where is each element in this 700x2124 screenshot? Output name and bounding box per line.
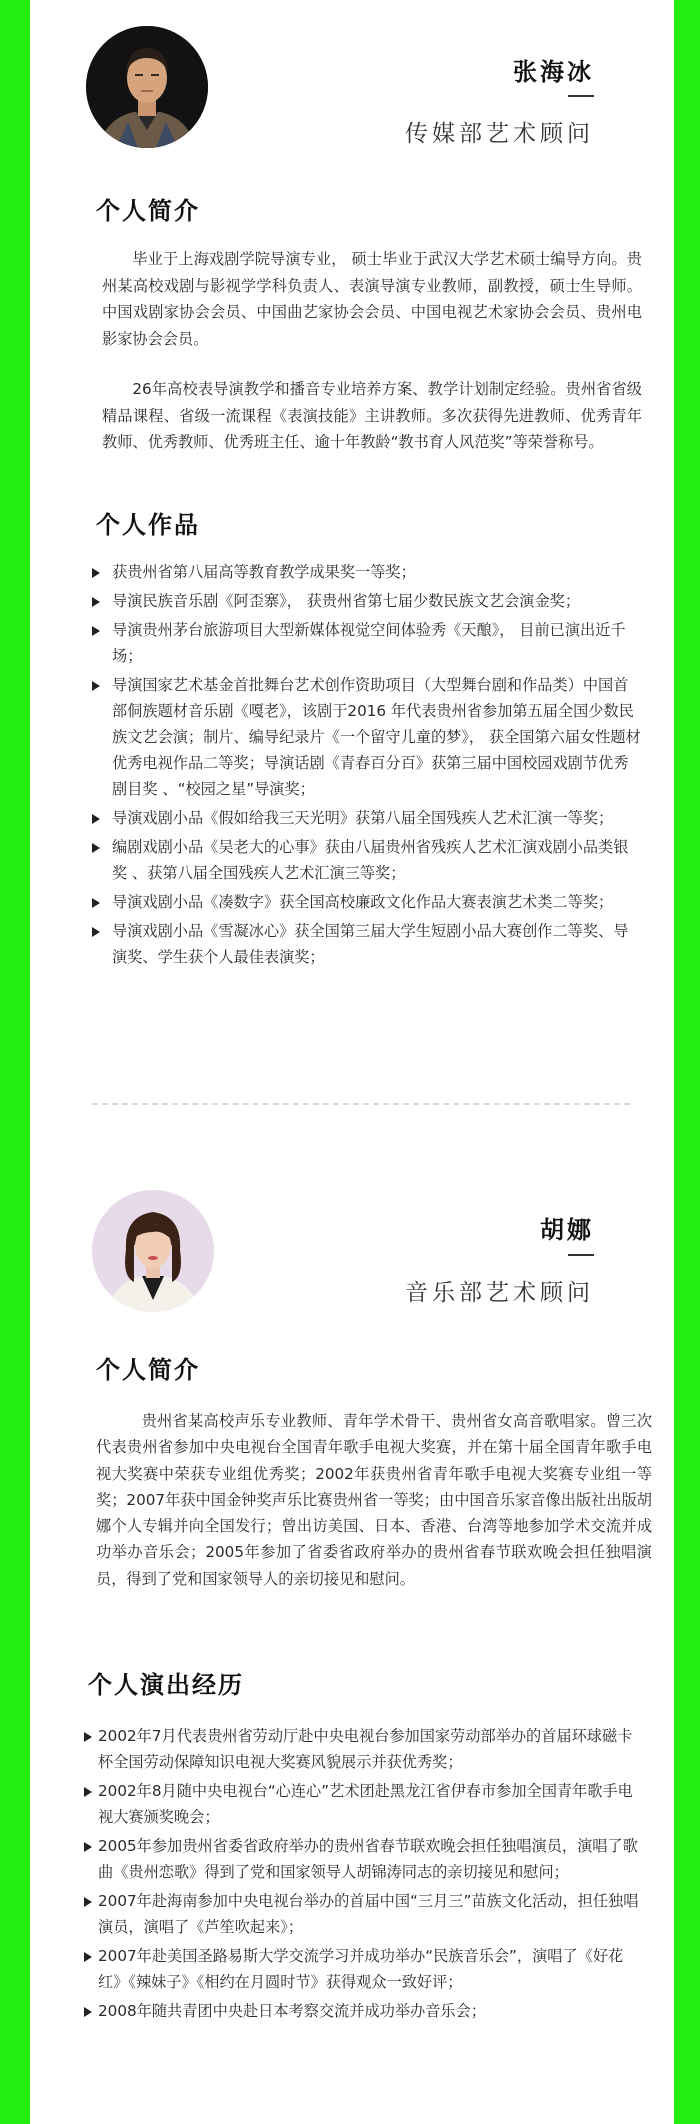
- triangle-bullet-icon: [92, 597, 100, 607]
- performances-heading: [84, 1665, 248, 1702]
- list-item: [92, 918, 642, 970]
- works-heading: [92, 505, 204, 542]
- performances-list: [84, 1723, 644, 2027]
- triangle-bullet-icon: [84, 2007, 92, 2017]
- list-item: [92, 889, 642, 915]
- triangle-bullet-icon: [84, 1732, 92, 1742]
- list-item: [92, 805, 642, 831]
- triangle-bullet-icon: [84, 1842, 92, 1852]
- triangle-bullet-icon: [92, 626, 100, 636]
- intro-paragraph-1: 毕业于上海戏剧学院导演专业， 硕士毕业于武汉大学艺术硕士编导方向。贵州某高校戏剧与影视学学科负责人、表演导演专业教师，副教授，硕士生导师。中国戏剧家协会会员、中国曲艺家协会会员、中国电视艺术家协会会员、贵州电影家协会会员。: [102, 250, 642, 348]
- section-divider: [92, 1103, 630, 1105]
- person2-name: 胡娜: [540, 1216, 594, 1244]
- triangle-bullet-icon: [92, 568, 100, 578]
- intro-paragraph: 贵州省某高校声乐专业教师、青年学术骨干、贵州省女高音歌唱家。曾三次代表贵州省参加中央电视台全国青年歌手电视大奖赛，并在第十届全国青年歌手电视大奖赛中荣获专业组优秀奖；2002年获贵州省青年歌手电视大奖赛专业组一等奖；2007年获中国金钟奖声乐比赛贵州省一等奖；由中国音乐家音像出版社出版胡娜个人专辑并向全国发行；曾出访美国、日本、香港、台湾等地参加学术交流并成功举办音乐会；2005年参加了省委省政府举办的贵州省春节联欢晚会担任独唱演员，得到了党和国家领导人的亲切接见和慰问。: [96, 1412, 652, 1588]
- avatar-person2: [92, 1190, 214, 1312]
- triangle-bullet-icon: [92, 681, 100, 691]
- list-item-text: 2002年7月代表贵州省劳动厅赴中央电视台参加国家劳动部举办的首届环球磁卡杯全国劳动保障知识电视大奖赛风貌展示并获优秀奖；: [98, 1727, 633, 1771]
- list-item-text: 2007年赴美国圣路易斯大学交流学习并成功举办“民族音乐会”，演唱了《好花红》《辣妹子》《相约在月圆时节》获得观众一致好评；: [98, 1947, 624, 1991]
- triangle-bullet-icon: [92, 843, 100, 853]
- triangle-bullet-icon: [84, 1787, 92, 1797]
- list-item-text: 导演贵州茅台旅游项目大型新媒体视觉空间体验秀《天酿》， 目前已演出近千场；: [112, 621, 626, 665]
- triangle-bullet-icon: [84, 1952, 92, 1962]
- person1-name: 张海冰: [513, 58, 594, 86]
- name-dash-divider: [568, 95, 594, 97]
- profile-card: [30, 0, 674, 2124]
- person1-role: 传媒部艺术顾问: [405, 121, 594, 147]
- performances-heading-text: 个人演出经历: [88, 1671, 244, 1699]
- list-item-text: 导演戏剧小品《假如给我三天光明》获第八届全国残疾人艺术汇演一等奖；: [112, 809, 614, 827]
- list-item: [92, 588, 642, 614]
- list-item: [92, 672, 642, 802]
- list-item-text: 编剧戏剧小品《吴老大的心事》获由八届贵州省残疾人艺术汇演戏剧小品类银奖 、获第八届全国残疾人艺术汇演三等奖；: [112, 838, 629, 882]
- triangle-bullet-icon: [92, 898, 100, 908]
- avatar-person1: [86, 26, 208, 148]
- triangle-bullet-icon: [92, 927, 100, 937]
- portrait-male-icon: [86, 26, 208, 148]
- portrait-female-icon: [92, 1190, 214, 1312]
- list-item-text: 2005年参加贵州省委省政府举办的贵州省春节联欢晚会担任独唱演员，演唱了歌曲《贵州恋歌》得到了党和国家领导人胡锦涛同志的亲切接见和慰问；: [98, 1837, 638, 1881]
- list-item: [92, 559, 642, 585]
- triangle-bullet-icon: [84, 1897, 92, 1907]
- list-item-text: 2008年随共青团中央赴日本考察交流并成功举办音乐会；: [98, 2002, 486, 2020]
- list-item-text: 导演民族音乐剧《阿歪寨》， 获贵州省第七届少数民族文艺会演金奖；: [112, 592, 581, 610]
- list-item-text: 获贵州省第八届高等教育教学成果奖一等奖；: [112, 563, 416, 581]
- list-item-text: 2002年8月随中央电视台“心连心”艺术团赴黑龙江省伊春市参加全国青年歌手电视大赛颁奖晚会；: [98, 1782, 633, 1826]
- list-item: [84, 1723, 644, 1775]
- person2-role: 音乐部艺术顾问: [405, 1280, 594, 1306]
- triangle-bullet-icon: [92, 814, 100, 824]
- list-item: [84, 1778, 644, 1830]
- works-list: [92, 559, 642, 973]
- list-item: [92, 834, 642, 886]
- list-item-text: 导演国家艺术基金首批舞台艺术创作资助项目（大型舞台剧和作品类）中国首部侗族题材音乐剧《嘎老》，该剧于2016 年代表贵州省参加第五届全国少数民族文艺会演；制片、编导纪录片《一个留守儿童的梦》， 获全国第六届女性题材优秀电视作品二等奖；导演话剧《青春百分百》获第三届中国校园戏剧节优秀剧目奖 、“校园之星”导演奖；: [112, 676, 641, 798]
- intro-heading: [92, 1350, 204, 1387]
- works-heading-text: 个人作品: [96, 511, 200, 539]
- list-item-text: 导演戏剧小品《雪凝冰心》获全国第三届大学生短剧小品大赛创作二等奖、导演奖、学生获个人最佳表演奖；: [112, 922, 629, 966]
- name-dash-divider: [568, 1254, 594, 1256]
- list-item: [92, 617, 642, 669]
- intro-heading: [92, 191, 204, 228]
- list-item: [84, 1943, 644, 1995]
- list-item: [84, 1888, 644, 1940]
- list-item: [84, 1998, 644, 2024]
- list-item-text: 导演戏剧小品《凑数字》获全国高校廉政文化作品大赛表演艺术类二等奖；: [112, 893, 614, 911]
- intro-paragraph-2: 26年高校表导演教学和播音专业培养方案、教学计划制定经验。贵州省省级精品课程、省级一流课程《表演技能》主讲教师。多次获得先进教师、优秀青年教师、优秀教师、优秀班主任、逾十年教龄“教书育人风范奖”等荣誉称号。: [102, 380, 642, 451]
- list-item-text: 2007年赴海南参加中央电视台举办的首届中国“三月三”苗族文化活动，担任独唱演员，演唱了《芦笙吹起来》；: [98, 1892, 639, 1936]
- list-item: [84, 1833, 644, 1885]
- intro-heading-text: 个人简介: [96, 197, 200, 225]
- intro-heading-text: 个人简介: [96, 1356, 200, 1384]
